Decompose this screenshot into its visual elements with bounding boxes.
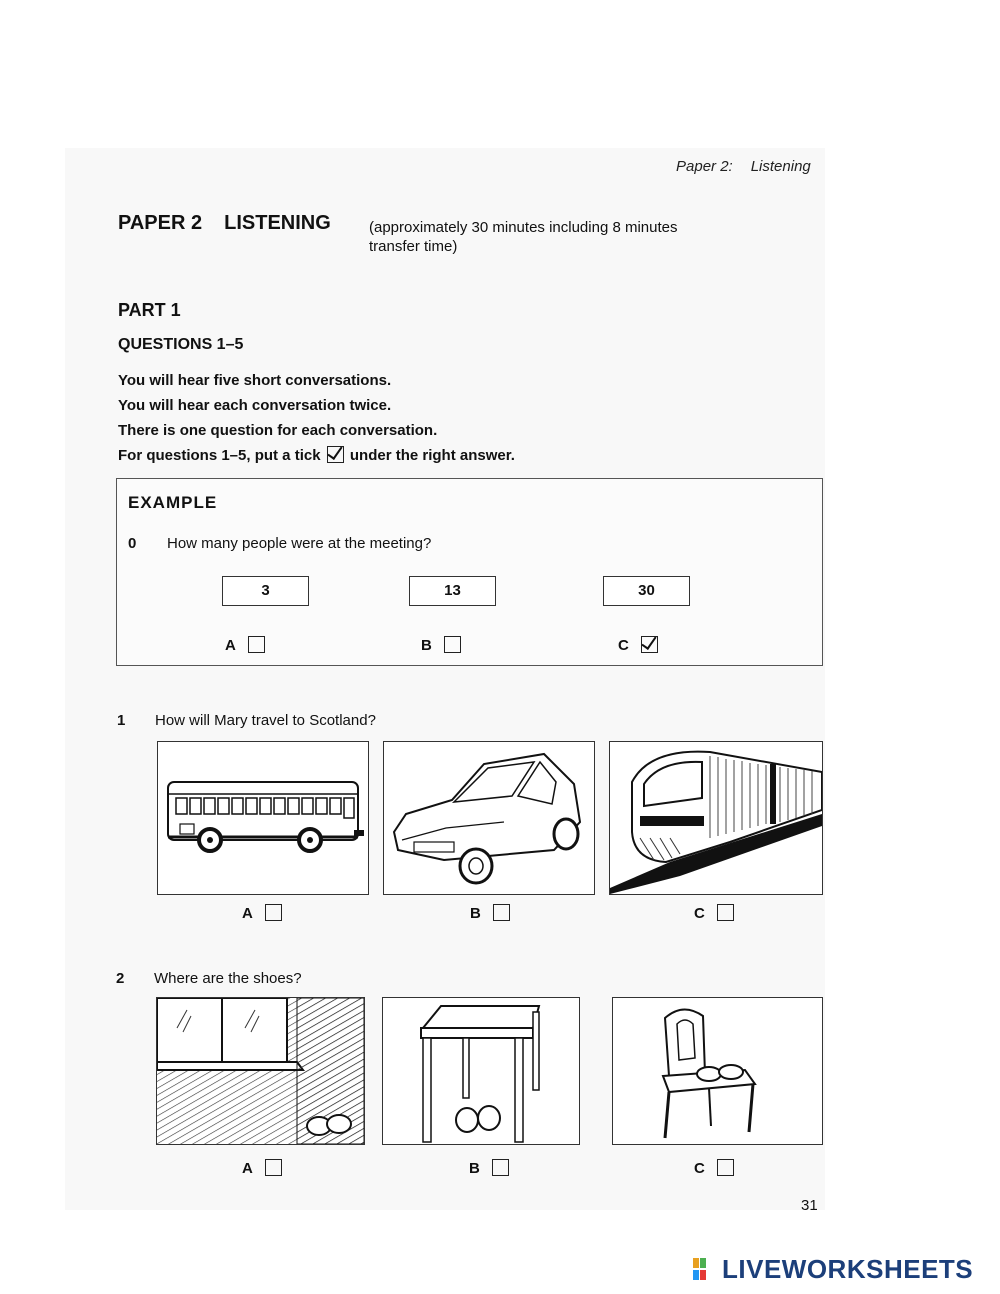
question-2-text: Where are the shoes? [154, 970, 302, 987]
q2-checkbox-c[interactable] [717, 1159, 734, 1176]
liveworksheets-logo-icon [693, 1258, 719, 1280]
q2-checkbox-b[interactable] [492, 1159, 509, 1176]
q1-checkbox-c[interactable] [717, 904, 734, 921]
liveworksheets-logo[interactable]: LIVEWORKSHEETS [693, 1254, 973, 1285]
q2-checkbox-a[interactable] [265, 1159, 282, 1176]
example-label: EXAMPLE [128, 493, 218, 512]
questions-heading: QUESTIONS 1–5 [118, 336, 244, 353]
shoes-under-table-picture [382, 997, 580, 1145]
example-checkbox-b[interactable] [444, 636, 461, 653]
example-question: How many people were at the meeting? [167, 535, 432, 552]
example-number: 0 [128, 535, 137, 552]
example-checkbox-a[interactable] [248, 636, 265, 653]
example-checkbox-c[interactable] [641, 636, 658, 653]
instruction-line: You will hear each conversation twice. [118, 397, 392, 414]
paper-title: PAPER 2 LISTENING [118, 212, 331, 234]
example-option-a-value: 3 [222, 576, 309, 606]
shoes-on-chair-picture [612, 997, 823, 1145]
q1-checkbox-a[interactable] [265, 904, 282, 921]
example-option-b: B [421, 636, 463, 654]
question-1-number: 1 [117, 712, 126, 729]
example-option-c-value: 30 [603, 576, 690, 606]
question-1-text: How will Mary travel to Scotland? [155, 712, 376, 729]
instruction-line: There is one question for each conversation. [118, 422, 438, 439]
q2-option-a: A [242, 1159, 284, 1177]
example-box [116, 478, 823, 666]
page-number: 31 [801, 1197, 818, 1214]
q1-option-b: B [470, 904, 512, 922]
paper-duration: (approximately 30 minutes including 8 minutes transfer time) [369, 219, 678, 255]
example-option-b-value: 13 [409, 576, 496, 606]
tick-instruction: For questions 1–5, put a tick under the right answer. [118, 447, 515, 464]
example-option-a: A [225, 636, 267, 654]
q1-option-c: C [694, 904, 736, 922]
car-picture [383, 741, 595, 895]
q1-option-a: A [242, 904, 284, 922]
instruction-line: You will hear five short conversations. [118, 372, 392, 389]
train-picture [609, 741, 823, 895]
q1-checkbox-b[interactable] [493, 904, 510, 921]
shoes-by-window-picture [156, 997, 365, 1145]
q2-option-b: B [469, 1159, 511, 1177]
part-heading: PART 1 [118, 300, 181, 320]
question-2-number: 2 [116, 970, 125, 987]
tick-symbol-icon [327, 446, 344, 463]
example-option-c: C [618, 636, 660, 654]
q2-option-c: C [694, 1159, 736, 1177]
running-header: Paper 2: Listening [676, 158, 811, 175]
bus-picture [157, 741, 369, 895]
